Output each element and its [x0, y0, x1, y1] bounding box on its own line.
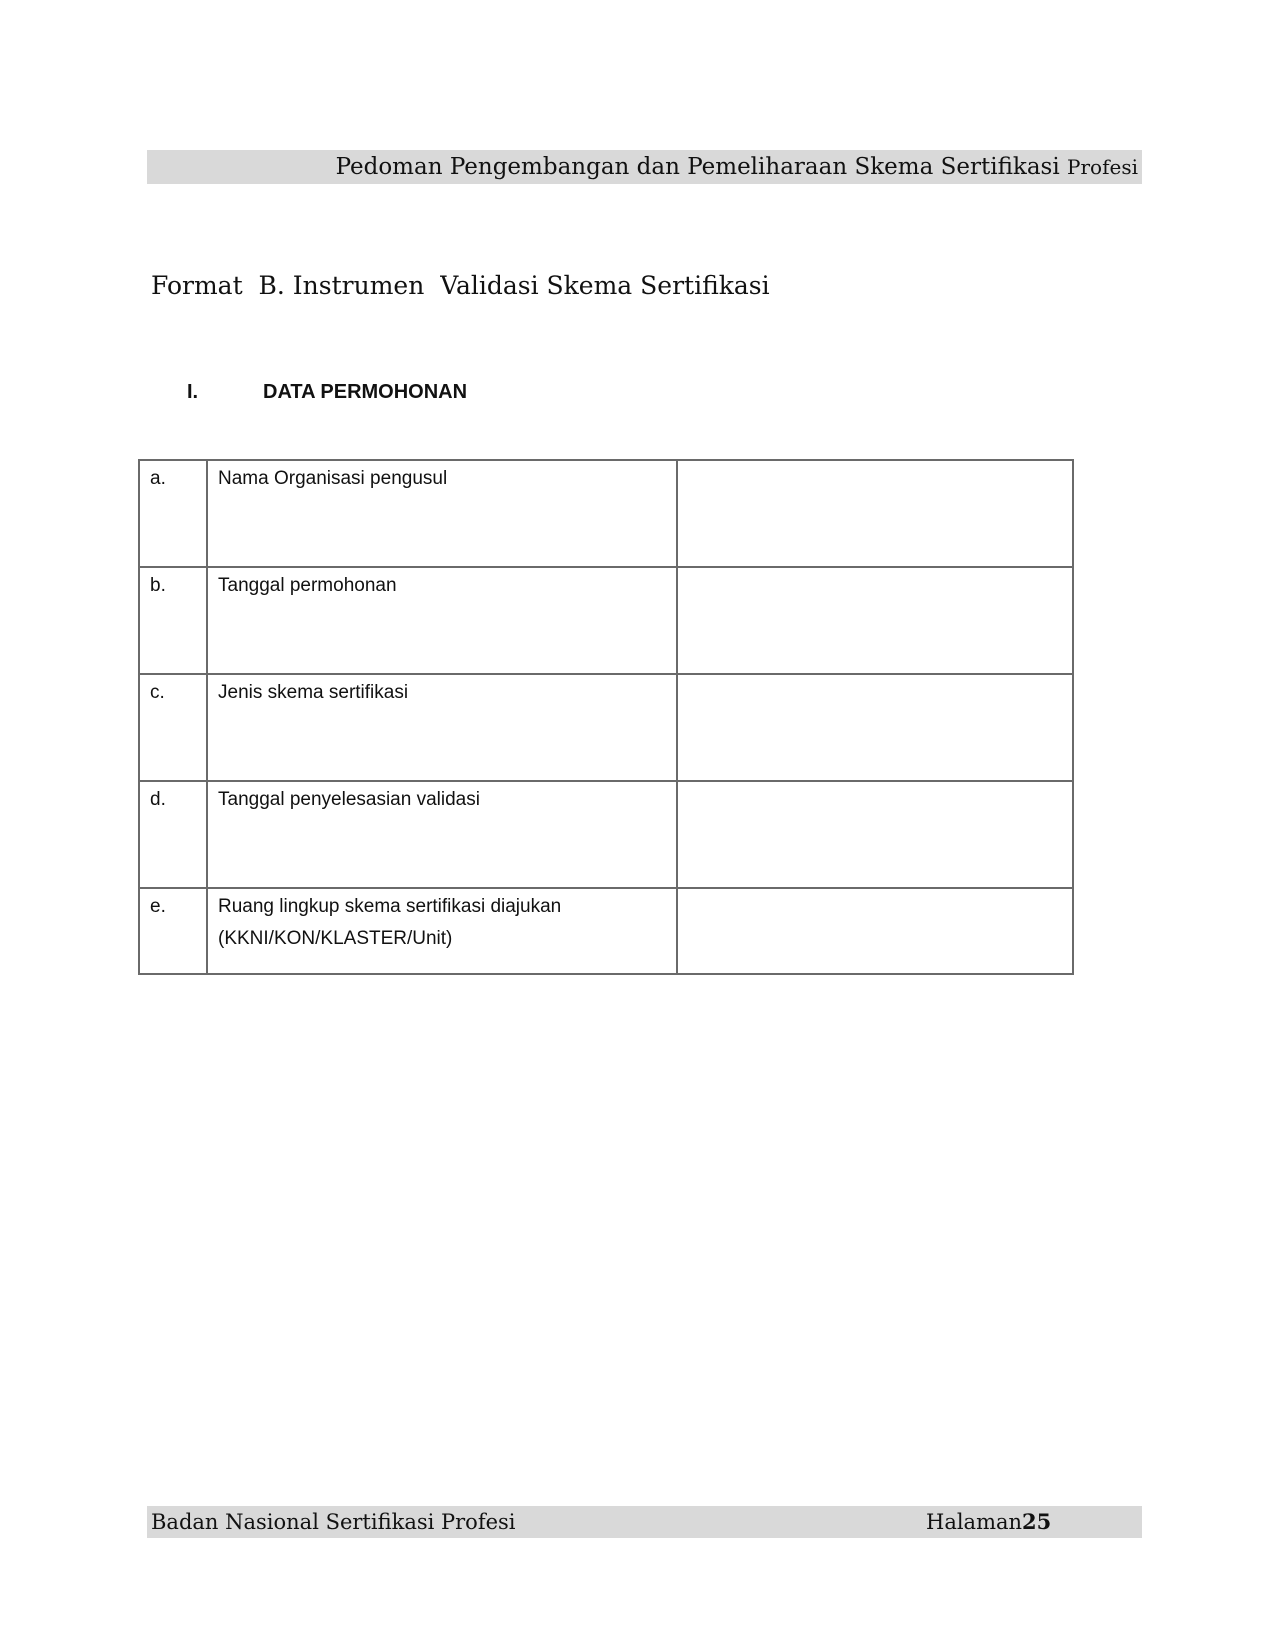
section-number: I.: [187, 381, 199, 403]
row-label: Nama Organisasi pengusul: [207, 460, 677, 567]
format-title: Format B. Instrumen Validasi Skema Sertifikasi: [151, 271, 770, 300]
footer-organization: Badan Nasional Sertifikasi Profesi: [151, 1510, 516, 1534]
table-row: [139, 888, 1073, 974]
row-label: [207, 888, 677, 974]
row-letter: b.: [139, 567, 207, 674]
table-row: [139, 781, 1073, 888]
table-row: [139, 460, 1073, 567]
row-value-field[interactable]: [677, 674, 1073, 781]
row-label-line1: Ruang lingkup skema sertifikasi diajukan: [218, 896, 562, 917]
table-row: [139, 567, 1073, 674]
section-title: DATA PERMOHONAN: [263, 381, 468, 403]
footer-page: [926, 1506, 1051, 1538]
row-letter: e.: [139, 888, 207, 974]
row-value-field[interactable]: [677, 567, 1073, 674]
page-header: [147, 150, 1142, 184]
row-label: Tanggal penyelesasian validasi: [207, 781, 677, 888]
row-letter: c.: [139, 674, 207, 781]
table-row: [139, 674, 1073, 781]
row-value-field[interactable]: [677, 888, 1073, 974]
row-label-line2: (KKNI/KON/KLASTER/Unit): [218, 928, 453, 949]
footer-page-number: 25: [1022, 1509, 1052, 1534]
row-value-field[interactable]: [677, 781, 1073, 888]
application-data-table: [138, 459, 1074, 975]
page-footer: [147, 1506, 1142, 1538]
header-title: Pedoman Pengembangan dan Pemeliharaan Skema Sertifikasi: [335, 154, 1060, 180]
header-title-suffix: Profesi: [1067, 155, 1138, 179]
row-value-field[interactable]: [677, 460, 1073, 567]
row-label: Jenis skema sertifikasi: [207, 674, 677, 781]
row-label: Tanggal permohonan: [207, 567, 677, 674]
row-letter: d.: [139, 781, 207, 888]
row-letter: a.: [139, 460, 207, 567]
footer-page-label: Halaman: [926, 1510, 1023, 1534]
